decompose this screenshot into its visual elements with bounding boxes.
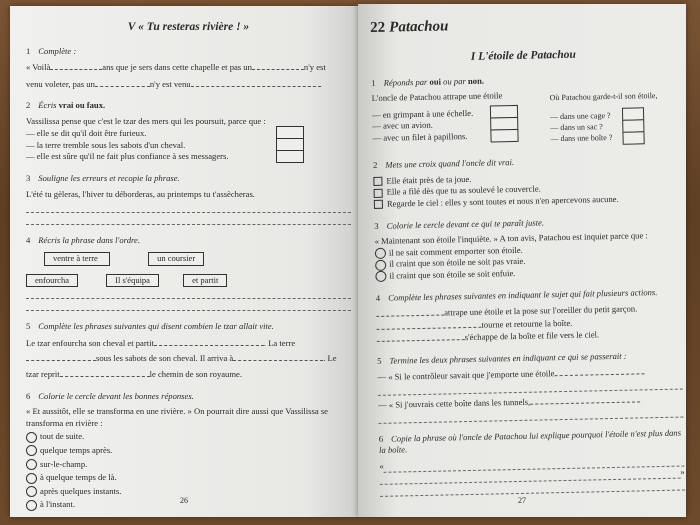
option-label: il craint que son étoile se soit enfuie. <box>389 267 516 281</box>
checkbox-label: Regarde le ciel : elles y sont toutes et nous n'en apercevons aucune. <box>386 193 619 209</box>
fill-blank[interactable] <box>252 61 304 70</box>
statement: — avec un avion. <box>372 119 433 132</box>
checkbox[interactable] <box>374 200 383 209</box>
statement: — dans un sac ? <box>550 121 603 132</box>
text-fragment: attrape une étoile et la pose sur l'oreiller du petit garçon. <box>444 303 638 318</box>
statement: — avec un filet à papillons. <box>372 130 468 143</box>
fill-blank[interactable] <box>26 352 96 361</box>
exercise-instruction: Complète les phrases suivantes qui disent combien le tzar allait vite. <box>38 321 274 332</box>
option-label: il craint que son étoile ne soit pas vraie. <box>389 256 526 269</box>
fill-blank[interactable] <box>154 337 264 346</box>
exercise-instruction: Copie la phrase où l'oncle de Patachou lui explique pourquoi l'étoile n'est plus dans la boîte. <box>378 427 682 456</box>
exercise-6-copy-sentence <box>379 427 685 497</box>
text-fragment: tourne et retourne la boîte. <box>481 317 573 330</box>
instruction-bold: non. <box>467 75 485 86</box>
word-card: un coursier <box>148 252 204 265</box>
exercise-instruction-bold: vrai ou faux. <box>58 100 106 111</box>
text-fragment: n'y est <box>303 62 326 73</box>
exercise-3-underline <box>26 173 351 224</box>
exercise-instruction: Complète les phrases suivantes en indiquant le sujet qui fait plusieurs actions. <box>388 286 658 303</box>
page-number: 26 <box>180 496 188 505</box>
exercise-instruction: Écris <box>38 100 57 111</box>
exercise-instruction: Termine les deux phrases suivantes en indiquant ce qui se passerait : <box>389 350 627 366</box>
exercise-sentence: L'été tu gèleras, l'hiver tu déborderas, au printemps tu t'assècheras. <box>26 189 255 200</box>
section-title: I L'étoile de Patachou <box>470 48 576 64</box>
statement: — elle est sûre qu'il ne fait plus confiance à ses messagers. <box>26 151 229 162</box>
circle-option[interactable] <box>26 459 37 470</box>
text-fragment: le chemin de son royaume. <box>149 368 242 379</box>
statement: — la terre tremble sous les sabots d'un cheval. <box>26 139 186 150</box>
fill-blank[interactable] <box>233 352 323 361</box>
circle-option[interactable] <box>375 271 386 282</box>
fill-blank[interactable] <box>60 368 150 377</box>
option-label: sur-le-champ. <box>40 458 88 469</box>
option-label: après quelques instants. <box>40 485 122 496</box>
chapter-number: 22 <box>370 19 386 36</box>
text-fragment: s'échappe de la boîte et file vers le ciel. <box>464 329 600 343</box>
exercise-instruction: Mets une croix quand l'oncle dit vrai. <box>385 157 515 170</box>
checkbox[interactable] <box>374 189 383 198</box>
text-fragment: ans que je sers dans cette chapelle et pas un <box>102 62 252 73</box>
circle-option[interactable] <box>26 473 37 484</box>
word-card: enfourcha <box>26 274 78 287</box>
exercise-number: 4 <box>375 292 381 303</box>
exercise-number: 1 <box>371 77 376 88</box>
close-quote: » <box>680 466 685 477</box>
question-intro: L'oncle de Patachou attrape une étoile <box>371 90 503 104</box>
exercise-quote: « Et aussitôt, elle se transforma en une rivière. » On pourrait dire aussi que Vassilissa se transforma en rivière : <box>26 406 328 428</box>
circle-option[interactable] <box>375 248 386 259</box>
statement: — dans une boîte ? <box>550 132 613 143</box>
word-card: Il s'équipa <box>106 274 159 287</box>
fill-blank[interactable] <box>191 78 321 87</box>
exercise-number: 6 <box>26 390 31 401</box>
exercise-instruction: ou par <box>443 75 466 87</box>
exercise-number: 6 <box>378 433 384 444</box>
circle-option[interactable] <box>26 445 37 456</box>
checkbox[interactable] <box>373 177 382 186</box>
option-label: quelque temps après. <box>40 444 113 455</box>
exercise-2-checkbox <box>373 154 679 211</box>
answer-box[interactable] <box>276 150 304 163</box>
exercise-instruction: Colorie le cercle devant ce qui te paraît juste. <box>386 216 545 231</box>
lesson-title: V « Tu resteras rivière ! » <box>127 21 250 33</box>
writing-line[interactable] <box>26 299 351 311</box>
word-card: ventre à terre <box>44 252 110 265</box>
exercise-instruction: Souligne les erreurs et recopie la phrase. <box>38 173 180 184</box>
exercise-4-reorder <box>26 235 351 312</box>
exercise-4-subject <box>376 286 682 346</box>
checkbox-label: Elle a filé dès que tu as soulevé le couvercle. <box>386 183 541 198</box>
page-number: 27 <box>518 496 526 505</box>
exercise-number: 5 <box>377 355 382 366</box>
chapter-heading <box>370 12 675 39</box>
fill-blank[interactable] <box>377 331 465 342</box>
text-fragment: n'y est venu <box>149 78 191 89</box>
fill-blank[interactable] <box>95 78 150 87</box>
writing-line[interactable] <box>26 201 351 213</box>
answer-box[interactable] <box>490 129 518 143</box>
exercise-intro: « Maintenant son étoile l'inquiète. » A ton avis, Patachou est inquiet parce que : <box>374 230 648 247</box>
writing-line[interactable] <box>26 213 351 225</box>
exercise-1-yes-no <box>371 71 677 150</box>
instruction-bold: oui <box>429 76 442 87</box>
exercise-number: 5 <box>26 321 31 332</box>
text-fragment: tzar reprit <box>26 368 60 379</box>
text-fragment: sous les sabots de son cheval. Il arriva à <box>96 353 234 364</box>
exercise-instruction: Récris la phrase dans l'ordre. <box>38 234 140 245</box>
exercise-number: 1 <box>26 45 31 56</box>
text-fragment: . Le <box>323 353 337 364</box>
exercise-instruction: Complète : <box>38 45 77 56</box>
checkbox-label: Elle était près de ta joue. <box>386 173 472 186</box>
option-label: à l'instant. <box>40 499 75 510</box>
statement: — en grimpant à une échelle. <box>371 107 474 120</box>
exercise-2-true-false <box>26 100 351 163</box>
circle-option[interactable] <box>375 260 386 271</box>
option-label: il ne sait comment emporter son étoile. <box>388 244 523 258</box>
text-fragment: — « Si j'ouvrais cette boîte dans les tunnels, <box>378 396 531 410</box>
writing-line[interactable] <box>26 287 351 299</box>
text-fragment: « Voilà <box>26 62 51 73</box>
chapter-title: Patachou <box>389 18 449 36</box>
fill-blank[interactable] <box>376 318 481 329</box>
exercise-intro: Vassilissa pense que c'est le tzar des mers qui les poursuit, parce que : <box>26 115 266 126</box>
exercise-6-color-circle <box>26 391 351 511</box>
exercise-3-color-circle <box>374 214 680 282</box>
text-fragment: Le tzar enfourcha son cheval et partit <box>26 337 154 348</box>
exercise-instruction: Réponds par <box>383 76 428 88</box>
fill-blank[interactable] <box>530 393 640 404</box>
fill-blank[interactable] <box>50 61 102 70</box>
open-quote: « <box>379 460 384 471</box>
exercise-number: 2 <box>26 100 31 111</box>
exercise-5-complete <box>26 321 351 380</box>
answer-boxes <box>276 127 304 163</box>
statement: — dans une cage ? <box>550 110 611 122</box>
right-page <box>358 4 686 517</box>
fill-blank[interactable] <box>376 307 444 317</box>
fill-blank[interactable] <box>554 366 644 377</box>
circle-option[interactable] <box>26 432 37 443</box>
exercise-5-finish-sentences <box>377 349 683 423</box>
text-fragment: . La terre <box>263 337 296 348</box>
exercise-number: 3 <box>374 220 379 231</box>
exercise-number: 2 <box>372 160 378 171</box>
text-fragment: venu voleter, pas un <box>26 78 95 89</box>
exercise-number: 3 <box>26 173 31 184</box>
text-fragment: — « Si le contrôleur savait que j'emporte une étoile <box>377 368 555 383</box>
statement: — elle se dit qu'il doit être furieux. <box>26 128 147 139</box>
question-intro: Où Patachou garde-t-il son étoile, <box>549 91 658 103</box>
word-card: et partit <box>183 274 227 287</box>
exercise-number: 4 <box>26 234 31 245</box>
exercise-1-complete <box>26 46 351 91</box>
option-label: à quelque temps de là. <box>40 472 117 483</box>
left-page <box>10 6 358 517</box>
answer-box[interactable] <box>622 131 644 144</box>
option-label: tout de suite. <box>40 431 85 442</box>
exercise-instruction: Colorie le cercle devant les bonnes réponses. <box>38 390 194 401</box>
